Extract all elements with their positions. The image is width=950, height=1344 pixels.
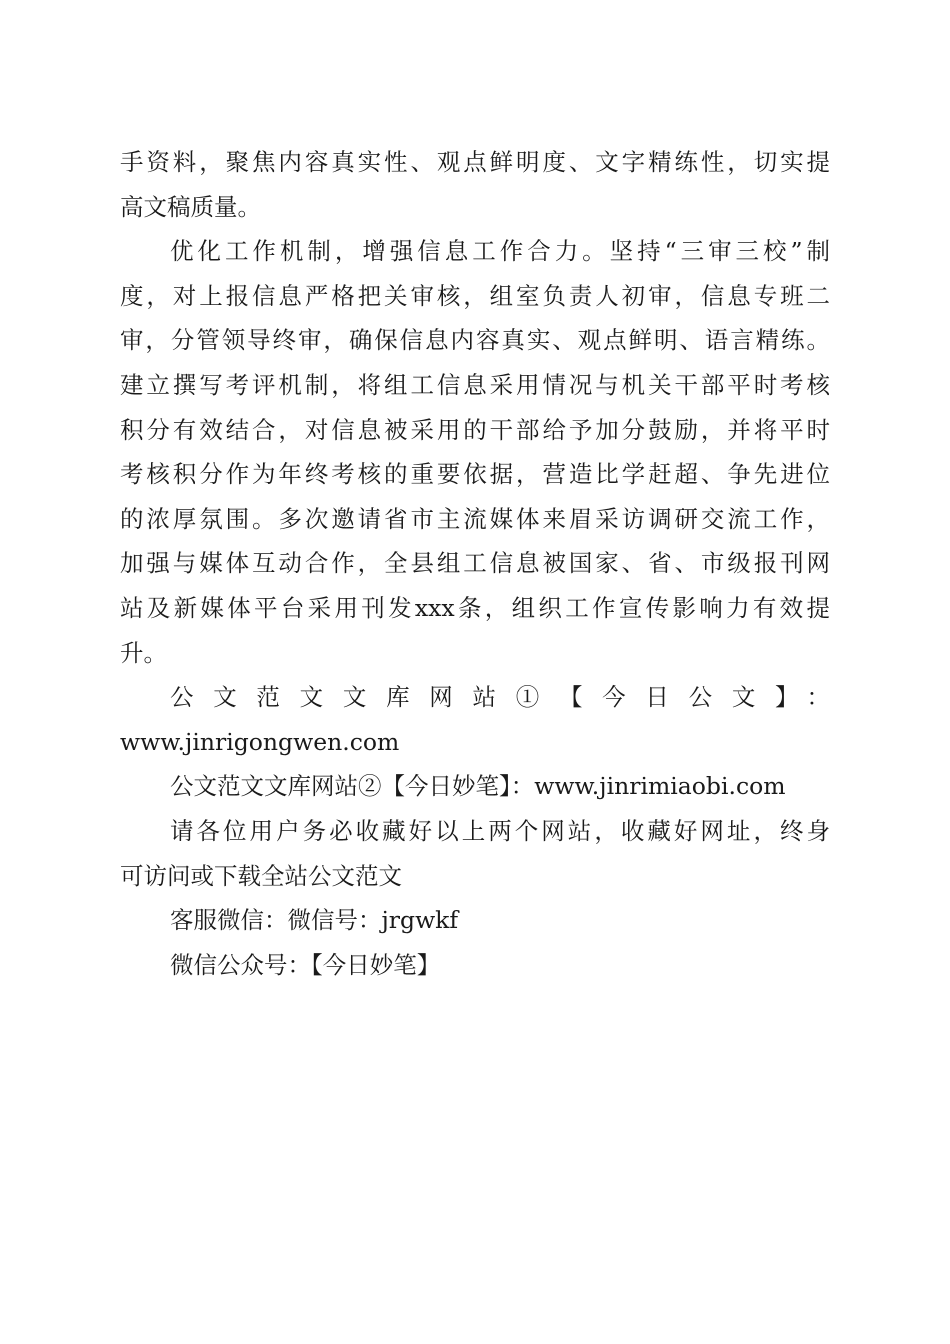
document-body xyxy=(120,140,830,987)
paragraph-line: 优化工作机制，增强信息工作合力。坚持“三审三校”制 xyxy=(170,237,830,266)
paragraph-line: 度，对上报信息严格把关审核，组室负责人初审，信息专班二 xyxy=(120,281,830,310)
paragraph-line: 升。 xyxy=(120,638,167,667)
paragraph-line: 站及新媒体平台采用刊发xxx条，组织工作宣传影响力有效提 xyxy=(120,593,830,622)
site1-url[interactable]: www.jinrigongwen.com xyxy=(120,727,400,756)
paragraph-line: 积分有效结合，对信息被采用的干部给予加分鼓励，并将平时 xyxy=(120,415,830,444)
wechat-service: 客服微信：微信号：jrgwkf xyxy=(170,906,459,935)
paragraph-line: 加强与媒体互动合作，全县组工信息被国家、省、市级报刊网 xyxy=(120,549,830,578)
wechat-official-account: 微信公众号：【今日妙笔】 xyxy=(170,950,441,979)
paragraph-1 xyxy=(120,140,830,229)
paragraph-2 xyxy=(120,229,830,675)
paragraph-line: 考核积分作为年终考核的重要依据，营造比学赶超、争先进位 xyxy=(120,460,830,489)
paragraph-line: 手资料，聚焦内容真实性、观点鲜明度、文字精练性，切实提 xyxy=(120,148,830,176)
notice-line: 请各位用户务必收藏好以上两个网站，收藏好网址，终身 xyxy=(170,816,830,845)
site2-line[interactable]: 公文范文文库网站②【今日妙笔】：www.jinrimiaobi.com xyxy=(170,772,786,801)
paragraph-line: 审，分管领导终审，确保信息内容真实、观点鲜明、语言精练。 xyxy=(120,326,830,355)
paragraph-line: 高文稿质量。 xyxy=(120,192,261,221)
paragraph-line: 建立撰写考评机制，将组工信息采用情况与机关干部平时考核 xyxy=(120,370,830,399)
paragraph-line: 的浓厚氛围。多次邀请省市主流媒体来眉采访调研交流工作， xyxy=(120,504,830,533)
notice-line: 可访问或下载全站公文范文 xyxy=(120,861,402,890)
site1-label: 公文范文文库网站①【今日公文】： xyxy=(170,683,830,712)
footer-block xyxy=(120,675,830,987)
